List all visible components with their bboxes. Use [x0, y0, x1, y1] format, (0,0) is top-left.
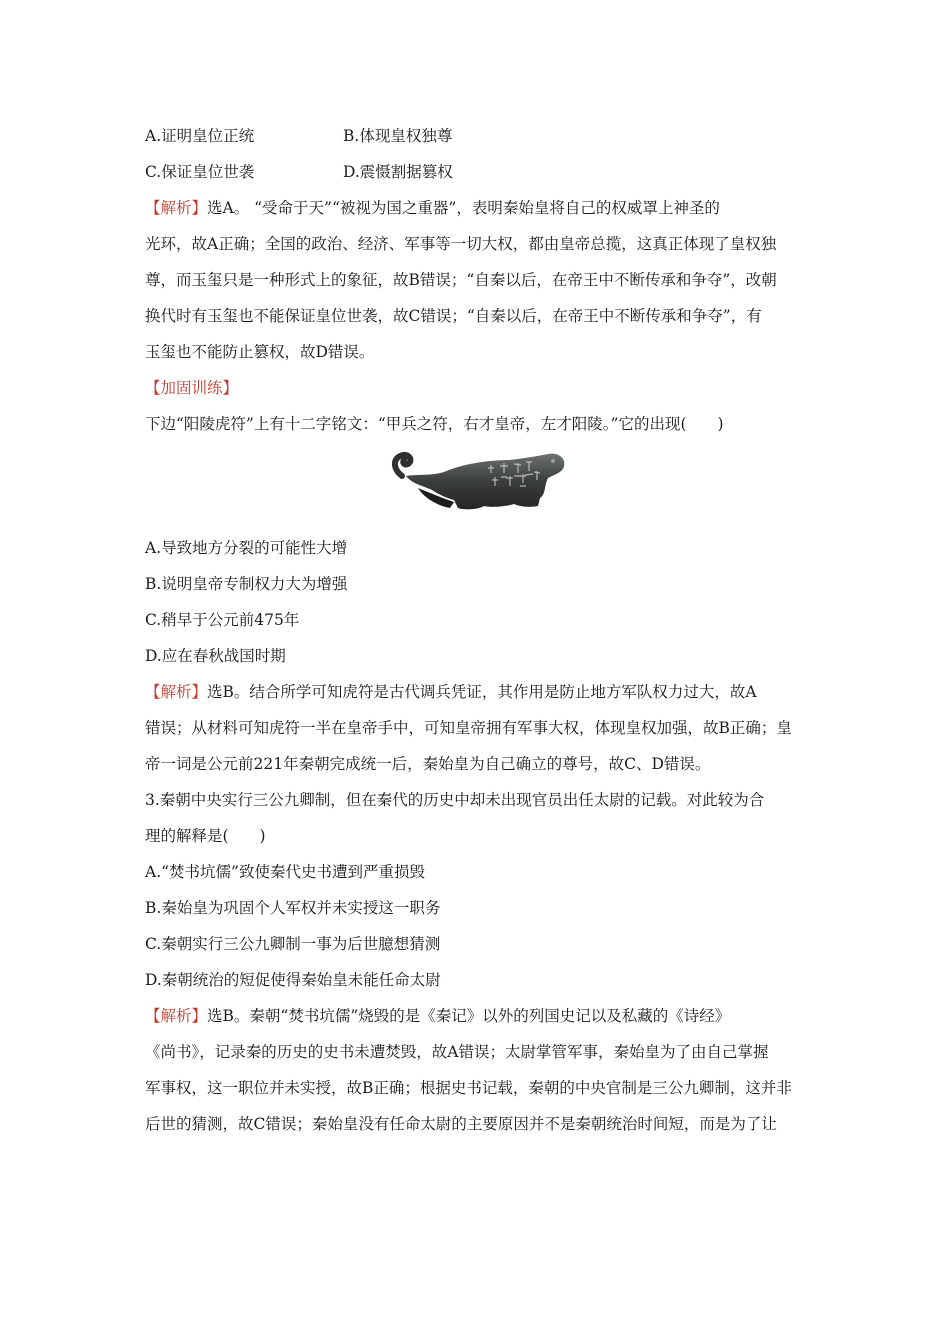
- q3-option-d: D.秦朝统治的短促使得秦始皇未能任命太尉: [145, 971, 441, 989]
- q2-option-c: C.保证皇位世袭: [145, 163, 255, 181]
- reinforce-option-b: B.说明皇帝专制权力大为增强: [145, 575, 348, 593]
- reinforce-analysis-line-2: 错误；从材料可知虎符一半在皇帝手中，可知皇帝拥有军事大权，体现皇权加强，故B正确；皇: [145, 719, 792, 737]
- reinforce-option-c: C.稍早于公元前475年: [145, 611, 300, 629]
- reinforce-analysis-line-1: 【解析】选B。结合所学可知虎符是古代调兵凭证，其作用是防止地方军队权力过大，故A: [145, 683, 757, 701]
- q3-analysis-line-2: 《尚书》，记录秦的历史的史书未遭焚毁，故A错误；太尉掌管军事，秦始皇为了由自己掌握: [145, 1043, 769, 1061]
- document-page: [145, 118, 810, 1142]
- analysis-label: 【解析】: [145, 199, 208, 217]
- tiger-tally-image: [145, 446, 810, 526]
- q3-option-b: B.秦始皇为巩固个人军权并未实授这一职务: [145, 899, 441, 917]
- reinforce-option-a: A.导致地方分裂的可能性大增: [145, 539, 348, 557]
- q3-option-c: C.秦朝实行三公九卿制一事为后世臆想猜测: [145, 935, 441, 953]
- q2-option-b: B.体现皇权独尊: [343, 127, 453, 145]
- q3-option-a: A.“焚书坑儒”致使秦代史书遭到严重损毁: [145, 863, 425, 881]
- q2-options-row-2: [145, 154, 810, 190]
- analysis-label: 【解析】: [145, 683, 208, 701]
- analysis-label: 【解析】: [145, 1007, 208, 1025]
- q2-analysis-line-3: 尊，而玉玺只是一种形式上的象征，故B错误；“自秦以后，在帝王中不断传承和争夺”，改朝: [145, 271, 777, 289]
- reinforce-question: 下边“阳陵虎符”上有十二字铭文：“甲兵之符，右才皇帝，左才阳陵。”它的出现( ): [145, 415, 724, 433]
- q3-analysis-line-3: 军事权，这一职位并未实授，故B正确；根据史书记载，秦朝的中央官制是三公九卿制，这并非: [145, 1079, 792, 1097]
- reinforce-analysis-line-3: 帝一词是公元前221年秦朝完成统一后，秦始皇为自己确立的尊号，故C、D错误。: [145, 755, 711, 773]
- q2-option-d: D.震慑割据篡权: [343, 163, 453, 181]
- q3-question-line-2: 理的解释是( ): [145, 827, 266, 845]
- q2-analysis-line-1: 【解析】选A。 “受命于天”“被视为国之重器”，表明秦始皇将自己的权威罩上神圣的: [145, 199, 720, 217]
- q3-question-line-1: 3.秦朝中央实行三公九卿制，但在秦代的历史中却未出现官员出任太尉的记载。对此较为合: [145, 791, 765, 809]
- q2-option-a: A.证明皇位正统: [145, 127, 255, 145]
- q2-analysis-line-4: 换代时有玉玺也不能保证皇位世袭，故C错误；“自秦以后，在帝王中不断传承和争夺”，有: [145, 307, 762, 325]
- reinforce-label: 【加固训练】: [145, 379, 239, 397]
- q2-analysis-line-5: 玉玺也不能防止篡权，故D错误。: [145, 343, 375, 361]
- q2-analysis-line-2: 光环，故A正确；全国的政治、经济、军事等一切大权，都由皇帝总揽，这真正体现了皇权独: [145, 235, 777, 253]
- q2-options-row-1: [145, 118, 810, 154]
- q3-analysis-line-1: 【解析】选B。秦朝“焚书坑儒”烧毁的是《秦记》以外的列国史记以及私藏的《诗经》: [145, 1007, 731, 1025]
- reinforce-option-d: D.应在春秋战国时期: [145, 647, 286, 665]
- q3-analysis-line-4: 后世的猜测，故C错误；秦始皇没有任命太尉的主要原因并不是秦朝统治时间短，而是为了让: [145, 1115, 777, 1133]
